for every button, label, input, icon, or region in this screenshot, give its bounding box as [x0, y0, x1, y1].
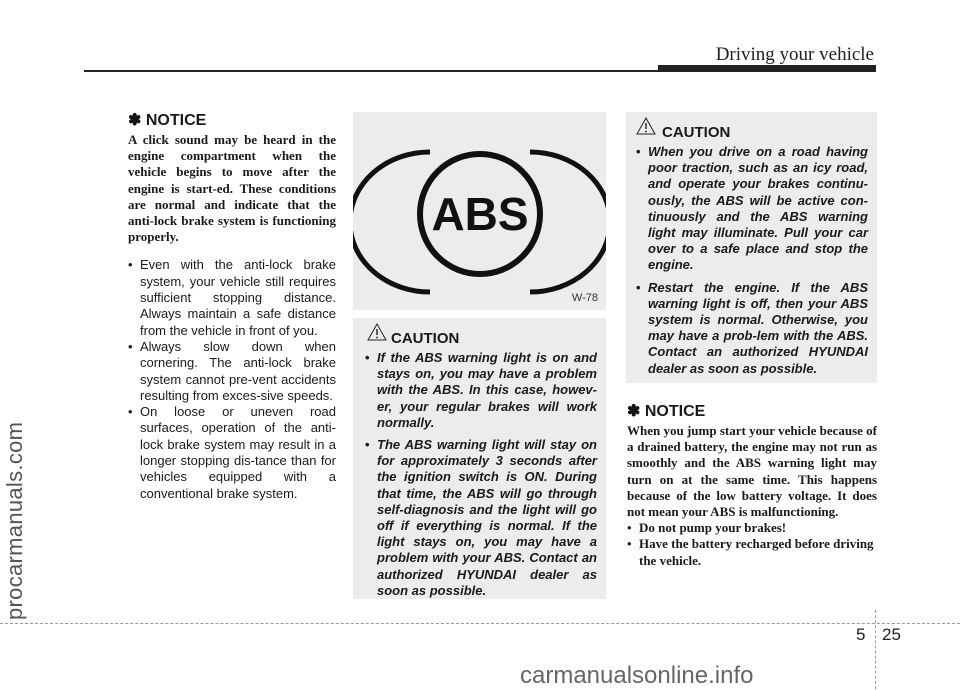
footer-rule	[0, 623, 960, 624]
notice-mark-icon: ✽	[128, 112, 142, 129]
list-item: • Have the battery recharged before driving the vehicle.	[627, 536, 877, 568]
side-watermark: procarmanuals.com	[2, 421, 27, 620]
list-item: • The ABS warning light will stay on for approximately 3 seconds after the ignition switch is ON. During that time, the ABS will go through self-diagnosis and the light will go off if everything is normal. If the light stays on, you may have a problem with your ABS. Contact an authorized HYUNDAI dealer as soon as possible.	[365, 437, 597, 599]
notice-title: NOTICE	[644, 403, 706, 420]
footer-separator	[875, 610, 876, 689]
list-item: • Do not pump your brakes!	[627, 520, 877, 536]
list-item: • Even with the anti-lock brake system, your vehicle still requires sufficient stopping distance. Always maintain a safe distance from the vehicle in front of you.	[128, 257, 336, 338]
caution-box-center	[353, 318, 606, 599]
figure-code: W-78	[571, 292, 598, 304]
list-item: • When you drive on a road having poor traction, such as an icy road, and operate your brakes continu-ously, the ABS will be active con-tinuously and the ABS warning light may illuminate. Pull your car over to a safe place and stop the engine.	[636, 144, 868, 274]
list-item: • If the ABS warning light is on and stays on, you may have a problem with the ABS. In this case, howev-er, your regular brakes will work normally.	[365, 350, 597, 431]
list-item: • Always slow down when cornering. The anti-lock brake system cannot pre-vent accidents resulting from exces-sive speeds.	[128, 339, 336, 404]
abs-warning-light-figure	[353, 112, 606, 310]
chapter-number: 5	[856, 625, 866, 644]
notice-body: When you jump start your vehicle because of a drained battery, the engine may not run as smoothly and the ABS warning light may turn on at the same time. This happens because of the low battery voltage. It does not mean your ABS is malfunctioning.	[627, 423, 878, 520]
caution-title: CAUTION	[391, 330, 460, 347]
notice-bullet-list	[128, 257, 336, 501]
notice-title: NOTICE	[145, 112, 207, 129]
notice-body: A click sound may be heard in the engine compartment when the vehicle begins to move after the engine is start-ed. These conditions are normal and indicate that the anti-lock brake system is functioning properly.	[128, 132, 336, 245]
right-notice-section	[627, 401, 877, 569]
list-item: • Restart the engine. If the ABS warning light is off, then your ABS system is normal. Otherwise, you may have a prob-lem with the ABS. Contact an authorized HYUNDAI dealer as soon as possible.	[636, 280, 868, 377]
page-number: 25	[882, 625, 901, 644]
abs-label: ABS	[431, 188, 529, 240]
left-notice-section	[128, 110, 336, 502]
bottom-watermark: carmanualsonline.info	[520, 662, 754, 689]
notice-mark-icon: ✽	[627, 403, 641, 420]
caution-box-right	[626, 112, 877, 383]
list-item: • On loose or uneven road surfaces, operation of the anti-lock brake system may result in a longer stopping dis-tance than for vehicles equipped with a conventional brake system.	[128, 404, 336, 502]
caution-list	[636, 144, 868, 383]
notice-bullet-list	[627, 520, 877, 569]
header-rule-accent	[658, 65, 876, 72]
caution-title: CAUTION	[662, 124, 731, 141]
caution-list	[365, 350, 597, 605]
notice-heading	[128, 110, 336, 130]
abs-warning-light-icon	[353, 112, 606, 310]
section-title: Driving your vehicle	[715, 44, 874, 65]
warning-triangle-icon	[636, 116, 656, 136]
notice-heading	[627, 401, 877, 421]
warning-triangle-icon	[367, 322, 387, 342]
